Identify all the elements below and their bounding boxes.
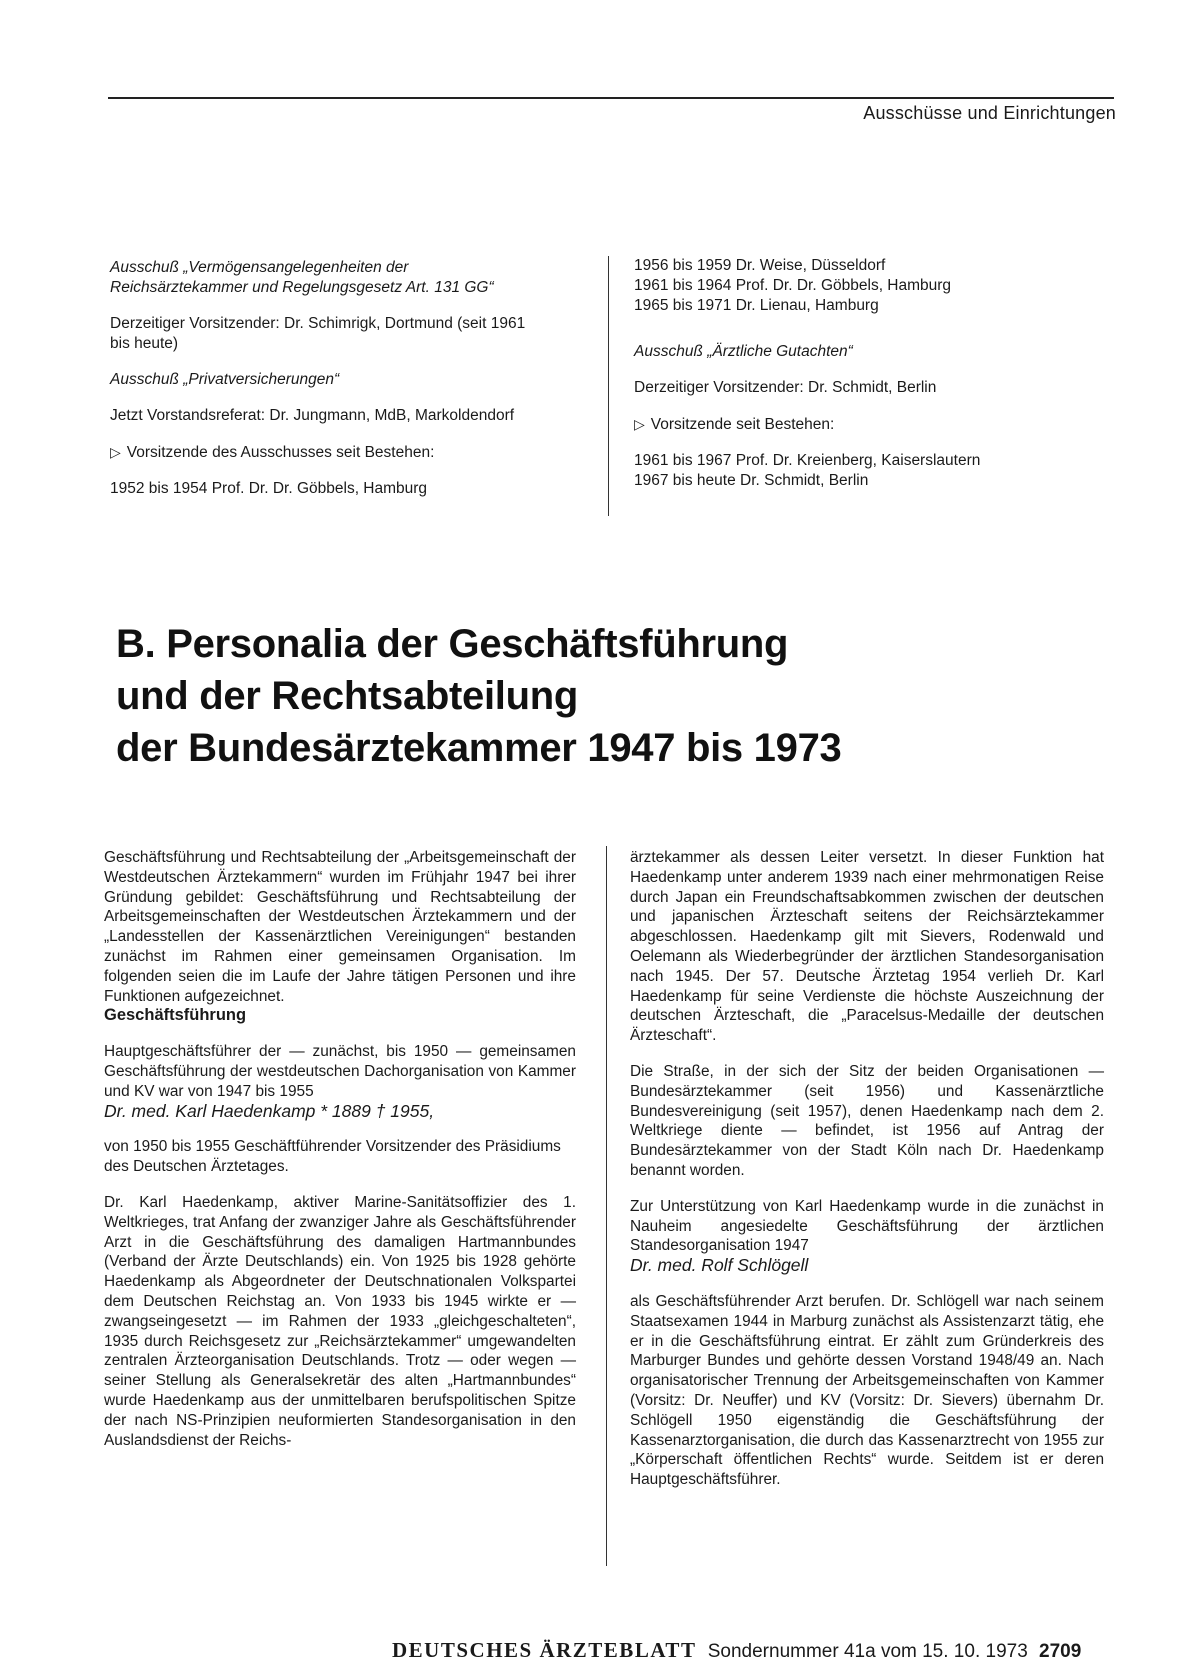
committee-2-chair-entry: 1965 bis 1971 Dr. Lienau, Hamburg (634, 297, 879, 314)
subheading-geschaeftsfuehrung: Geschäftsführung (104, 1006, 247, 1025)
running-head: Ausschüsse und Einrichtungen (863, 103, 1116, 123)
committee-2-chair-entry: 1956 bis 1959 Dr. Weise, Düsseldorf (634, 257, 886, 274)
heading-line-2: und der Rechtsabteilung (116, 674, 579, 718)
person-name-schloegell: Dr. med. Rolf Schlögell (630, 1255, 809, 1276)
street-paragraph: Die Straße, in der sich der Sitz der beiden Organisationen — Bundesärztekammer (seit 1956) und Kassenärztliche Bundesvereinigung (seit 1957), denen Haedenkamp nach dem 2. Weltkriege diente — befindet, ist 1956 auf Antrag der Bundesärztekammer von der Stadt Köln nach Dr. Haedenkamp benannt worden. (630, 1062, 1104, 1179)
committee-1-title-line-2: Reichsärztekammer und Regelungsgesetz Art. 131 GG“ (110, 279, 494, 296)
top-rule (108, 97, 1114, 99)
committee-3-chair-entry: 1961 bis 1967 Prof. Dr. Kreienberg, Kaiserslautern (634, 452, 981, 469)
committee-2-chair-entry: 1952 bis 1954 Prof. Dr. Dr. Göbbels, Hamburg (110, 480, 428, 497)
page-number: 2709 (1039, 1641, 1082, 1662)
column-divider-top (608, 256, 609, 516)
intro-paragraph: Geschäftsführung und Rechtsabteilung der „Arbeitsgemeinschaft der Westdeutschen Ärztekammern“ wurden im Frühjahr 1947 bei ihrer Gründung gebildet: Geschäftsführung und Rechtsabteilung der Arbeitsgemeinschaften der Westdeutschen Ärztekammern und der „Landesstellen der Kassenärztlichen Vereinigungen“ bestanden zunächst im Rahmen einer gemeinsamen Organisation. Im folgenden seien die im Laufe der Jahre tätigen Personen und ihre Funktionen aufgezeichnet. (104, 849, 576, 1005)
committee-2-chair-entry: 1961 bis 1964 Prof. Dr. Dr. Göbbels, Hamburg (634, 277, 952, 294)
issue-info: Sondernummer 41a vom 15. 10. 1973 (707, 1641, 1028, 1662)
heading-line-1: B. Personalia der Geschäftsführung (116, 622, 789, 666)
committee-3-chairs-heading (634, 414, 1104, 435)
haedenkamp-bio-continued: ärztekammer als dessen Leiter versetzt. In dieser Funktion hat Haedenkamp unter anderem 1939 nach einer mehrmonatigen Reise durch Japan ein Freundschaftsabkommen zwischen der deutschen und japanischen Ärzteschaft seitens der Reichsärztekammer abgeschlossen. Haedenkamp gilt mit Sievers, Rodenwald und Oelemann als Wiederbegründer der ärztlichen Standesorganisation nach 1945. Der 57. Deutsche Ärztetag 1954 verlieh Dr. Karl Haedenkamp für seine Verdienste die höchste Auszeichnung der deutschen Ärzteschaft, die „Paracelsus-Medaille der deutschen Ärzteschaft“. (630, 849, 1104, 1045)
committees-left-column (110, 258, 584, 499)
committees-right-column (634, 256, 1104, 491)
heading-line-3: der Bundesärztekammer 1947 bis 1973 (116, 726, 842, 770)
column-divider-body (606, 846, 607, 1566)
committee-3-chairs-heading-text: Vorsitzende seit Bestehen: (650, 416, 835, 433)
support-paragraph: Zur Unterstützung von Karl Haedenkamp wurde in die zunächst in Nauheim angesiedelte Geschäftsführung der ärztlichen Standesorganisation 1947 (630, 1197, 1104, 1255)
masthead: DEUTSCHES ÄRZTEBLATT (392, 1638, 697, 1662)
committee-3-chair: Derzeitiger Vorsitzender: Dr. Schmidt, Berlin (634, 379, 937, 396)
schloegell-bio: als Geschäftsführender Arzt berufen. Dr. Schlögell war nach seinem Staatsexamen 1944 in Marburg zunächst als Assistenzarzt tätig, ehe er in die Geschäftsführung eintrat. Er zählt zum Gründerkreis des Marburger Bundes und gehörte dessen Vorstand 1948/49 an. Nach organisatorischer Trennung der Arbeitsgemeinschaften von Kammer (Vorsitz: Dr. Neuffer) und KV (Vorsitz: Dr. Sievers) übernahm Dr. Schlögell 1950 eigenständig die Geschäftsführung der Kassenarztorganisation, die durch das Kassenarztrecht von 1955 zur „Körperschaft öffentlichen Rechts“ wurde. Seitdem ist er deren Hauptgeschäftsführer. (630, 1292, 1104, 1489)
committee-2-chairs-heading (110, 442, 584, 463)
body-left-column (104, 848, 576, 1450)
hgf-intro-paragraph: Hauptgeschäftsführer der — zunächst, bis 1950 — gemeinsamen Geschäftsführung der westdeutschen Dachorganisation von Kammer und KV war von 1947 bis 1955 (104, 1043, 576, 1100)
committee-3-title: Ausschuß „Ärztliche Gutachten“ (634, 343, 853, 360)
person-name-haedenkamp: Dr. med. Karl Haedenkamp * 1889 † 1955, (104, 1100, 435, 1121)
committee-2-chairs-heading-text: Vorsitzende des Ausschusses seit Bestehen: (126, 444, 435, 461)
committee-1-title-line-1: Ausschuß „Vermögensangelegenheiten der (110, 259, 409, 276)
committee-3-chair-entry: 1967 bis heute Dr. Schmidt, Berlin (634, 472, 869, 489)
haedenkamp-bio: Dr. Karl Haedenkamp, aktiver Marine-Sanitätsoffizier des 1. Weltkrieges, trat Anfang der zwanziger Jahre als Geschäftsführender Arzt in die Geschäftsführung des damaligen Hartmannbundes (Verband der Ärzte Deutschlands) ein. Von 1925 bis 1928 gehörte Haedenkamp als Abgeordneter der Deutschnationalen Volkspartei dem Deutschen Reichstag an. Von 1933 bis 1945 wirkte er — zwangseingesetzt — im Rahmen der 1933 „gleichgeschalteten“, 1935 durch Reichsgesetz zur „Reichsärztekammer“ umgewandelten zentralen Ärzteorganisation Deutschlands. Trotz — oder wegen — seiner Stellung als Generalsekretär des alten „Hartmannbundes“ wurde Haedenkamp aus der unmittelbaren berufspolitischen Spitze der nach NS-Prinzipien neuformierten Standesorganisation in den Auslandsdienst der Reichs- (104, 1193, 576, 1449)
section-heading (116, 618, 1116, 774)
triangle-arrow-icon: ▷ (634, 416, 645, 432)
page-footer (392, 1638, 1081, 1663)
committee-1-chair-line-1: Derzeitiger Vorsitzender: Dr. Schimrigk, Dortmund (seit 1961 (110, 315, 526, 332)
committee-1-chair-line-2: bis heute) (110, 335, 179, 352)
committee-2-current: Jetzt Vorstandsreferat: Dr. Jungmann, MdB, Markoldendorf (110, 407, 515, 424)
committee-2-title: Ausschuß „Privatversicherungen“ (110, 371, 340, 388)
body-right-column (630, 848, 1104, 1490)
haedenkamp-role: von 1950 bis 1955 Geschäftführender Vorsitzender des Präsidiums des Deutschen Ärztetages. (104, 1138, 561, 1176)
triangle-arrow-icon: ▷ (110, 444, 121, 460)
